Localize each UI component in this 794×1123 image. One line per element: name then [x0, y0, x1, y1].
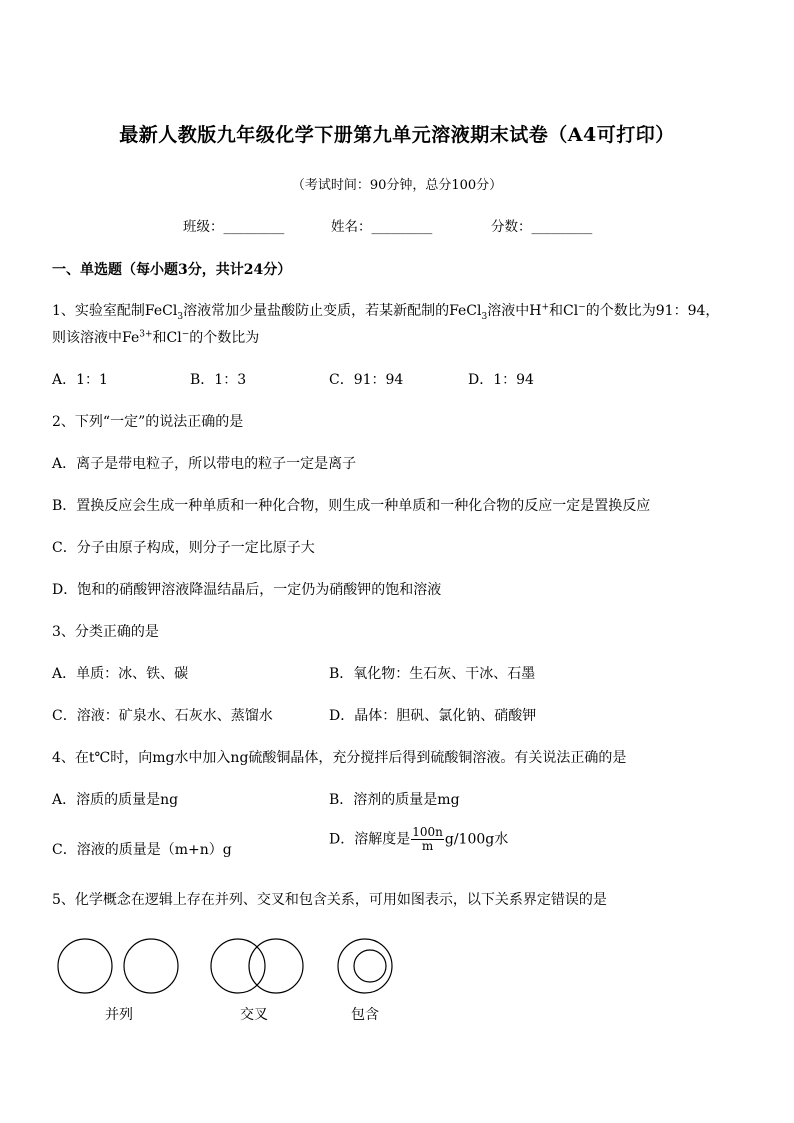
relationship-diagram [52, 930, 412, 1005]
q4-option-b: B．溶剂的质量是mg [329, 792, 460, 808]
label-contain: 包含 [351, 1007, 379, 1023]
solubility-fraction [411, 826, 444, 853]
parallel-circles [58, 939, 178, 993]
q3-option-c: C．溶液：矿泉水、石灰水、蒸馏水 [52, 708, 273, 724]
q3-option-d: D．晶体：胆矾、氯化钠、硝酸钾 [329, 708, 537, 724]
q2-option-d: D．饱和的硝酸钾溶液降温结晶后，一定仍为硝酸钾的饱和溶液 [52, 582, 442, 598]
q3-option-a: A．单质：冰、铁、碳 [52, 666, 189, 682]
q1-option-d: D．1：94 [468, 372, 534, 388]
page-title: 最新人教版九年级化学下册第九单元溶液期末试卷（A4可打印） [119, 124, 675, 146]
section-heading: 一、单选题（每小题3分，共计24分） [52, 262, 292, 278]
q1-subscript: 3 [177, 311, 184, 322]
q4-stem: 4、在t℃时，向mg水中加入ng硫酸铜晶体，充分搅拌后得到硫酸铜溶液。有关说法正确的是 [52, 750, 627, 766]
exam-duration: （考试时间：90分钟，总分100分） [291, 178, 503, 193]
q4-option-d [329, 826, 508, 853]
contain-circle-inner [354, 950, 386, 982]
name-field: 姓名：_________ [331, 219, 433, 235]
q5-stem: 5、化学概念在逻辑上存在并列、交叉和包含关系，可用如图表示，以下关系界定错误的是 [52, 892, 607, 908]
q2-stem: 2、下列“一定”的说法正确的是 [52, 414, 244, 430]
label-intersect: 交叉 [240, 1007, 268, 1023]
q1-text: 溶液常加少量盐酸防止变质，若某新配制的FeCl [183, 303, 482, 319]
contain-circles [338, 939, 392, 993]
class-field: 班级：_________ [183, 219, 285, 235]
fraction-denominator: m [421, 839, 434, 854]
q1-stem-line1 [52, 300, 719, 322]
q1-superscript: + [541, 302, 549, 313]
q2-option-c: C．分子由原子构成，则分子一定比原子大 [52, 540, 315, 556]
q1-superscript: 3+ [139, 329, 153, 340]
fraction-numerator: 100n [412, 825, 443, 839]
q4-option-c: C．溶液的质量是（m+n）g [52, 842, 232, 858]
q1-superscript: − [578, 302, 586, 313]
q1-text: 1、实验室配制FeCl [52, 303, 178, 319]
intersect-circles [211, 939, 303, 993]
parallel-circle-left [58, 939, 112, 993]
contain-circle-outer [338, 939, 392, 993]
q1-text: 和Cl [152, 330, 182, 346]
q1-subscript: 3 [481, 311, 488, 322]
q1-text: 溶液中H [487, 303, 542, 319]
q1-text: 和Cl [549, 303, 579, 319]
q4-option-a: A．溶质的质量是ng [52, 792, 179, 808]
q3-stem: 3、分类正确的是 [52, 624, 159, 640]
q1-option-c: C．91：94 [329, 372, 404, 388]
score-field: 分数：_________ [491, 219, 593, 235]
parallel-circle-right [124, 939, 178, 993]
label-parallel: 并列 [105, 1007, 133, 1023]
q1-option-a: A．1：1 [52, 372, 108, 388]
q1-stem-line2 [52, 327, 259, 347]
q2-option-b: B．置换反应会生成一种单质和一种化合物，则生成一种单质和一种化合物的反应一定是置换反应 [52, 498, 651, 514]
q4-option-d-prefix: D．溶解度是 [329, 831, 411, 848]
q1-text: 的个数比为 [189, 330, 260, 346]
q1-superscript: − [181, 329, 190, 340]
q1-text: 的个数比为91：94， [585, 303, 720, 319]
q3-option-b: B．氧化物：生石灰、干冰、石墨 [329, 666, 536, 682]
q1-text: 则该溶液中Fe [52, 330, 140, 346]
intersect-circle-right [249, 939, 303, 993]
q1-option-b: B．1：3 [190, 372, 247, 388]
q2-option-a: A．离子是带电粒子，所以带电的粒子一定是离子 [52, 456, 357, 472]
q4-option-d-suffix: g/100g水 [444, 831, 509, 848]
